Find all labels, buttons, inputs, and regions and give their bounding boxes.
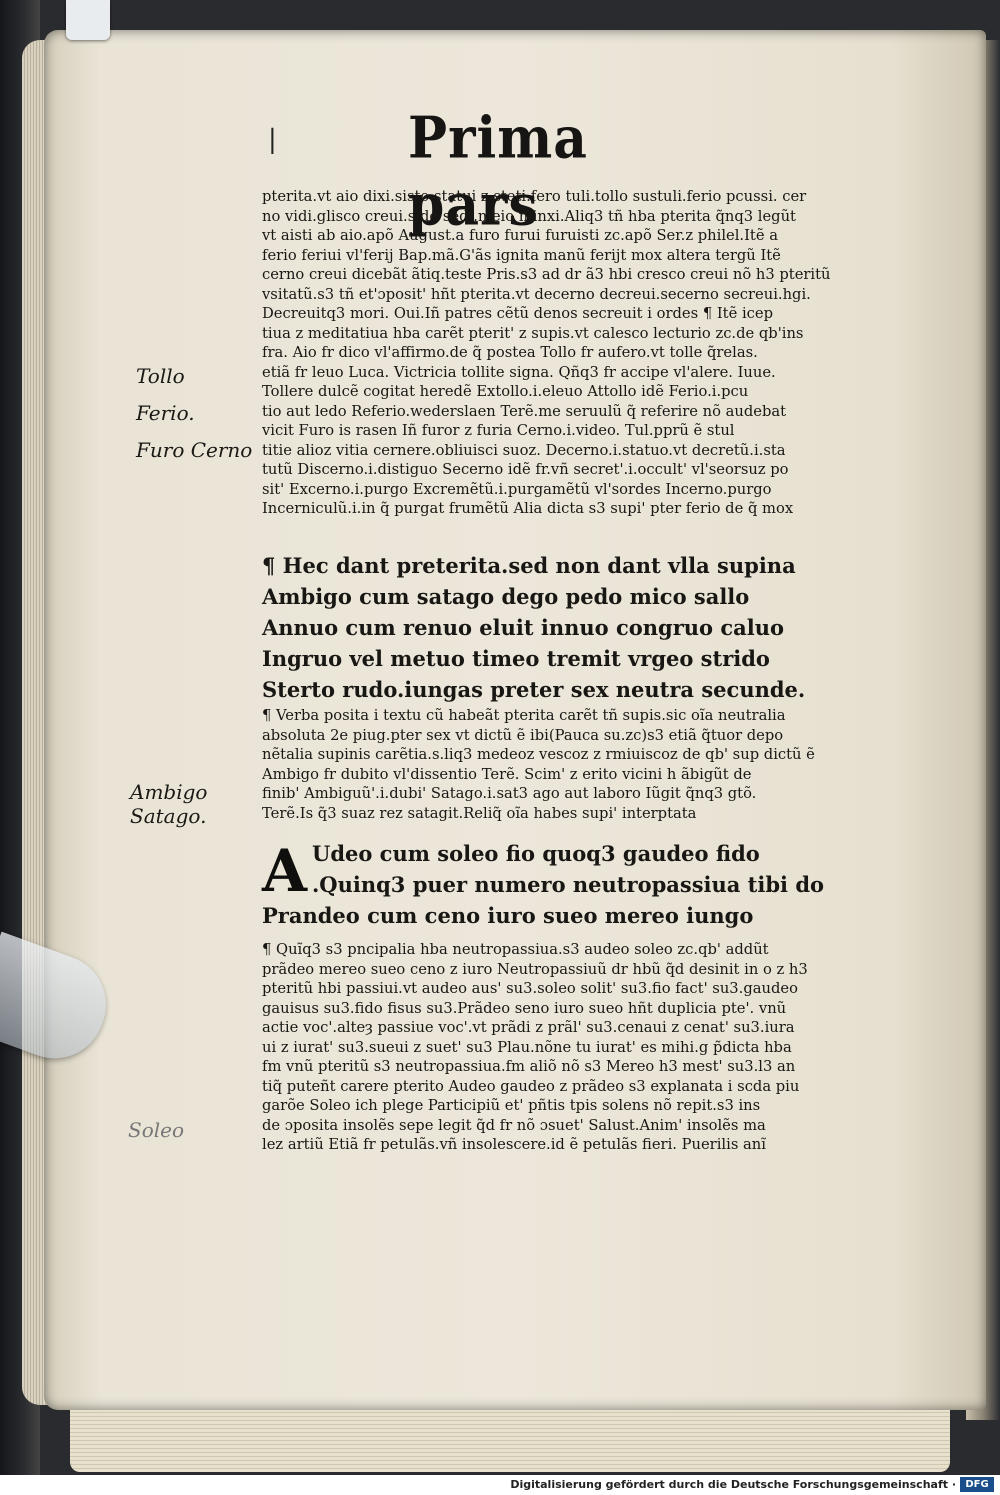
text-block-1 [262, 187, 878, 519]
verse-line: Sterto rudo.iungas preter sex neutra secunde. [262, 677, 806, 702]
text-line: nẽtalia supinis carẽtia.s.liq3 medeoz vescoz z rmiuiscoz de qb' sup dictũ ẽ [262, 745, 815, 763]
text-block-2 [262, 706, 878, 823]
text-line: Incerniculũ.i.in q̃ purgat frumẽtũ Alia dicta s3 supi' pter ferio de q̃ mox [262, 499, 794, 517]
text-line: vicit Furo is rasen Iñ furor z furia Cerno.i.video. Tul.pprũ ẽ stul [262, 421, 735, 439]
text-line: sit' Excerno.i.purgo Excremẽtũ.i.purgamẽtũ vl'sordes Incerno.purgo [262, 479, 772, 498]
verse-line: Udeo cum soleo fio quoq3 gaudeo fido [312, 841, 760, 866]
decorated-initial: A [262, 837, 308, 905]
verse-block-1 [262, 550, 878, 705]
text-line: ui z iurat' su3.sueui z suet' su3 Plau.nõne tu iurat' es mihi.g p̃dicta hba [262, 1037, 792, 1056]
verse-line: Prandeo cum ceno iuro sueo mereo iungo [262, 903, 754, 928]
verse-block-2 [262, 838, 878, 931]
verse-line: Ingruo vel metuo timeo tremit vrgeo strido [262, 646, 770, 671]
text-line: vt aisti ab aio.apõ August.a furo furui furuisti zc.apõ Ser.z philel.Itẽ a [262, 226, 778, 244]
text-line: finib' Ambiguũ'.i.dubi' Satago.i.sat3 ago aut laboro Iũgit q̃nq3 gtõ. [262, 784, 757, 802]
text-line: titie alioz vitia cernere.obliuisci suoz. Decerno.i.statuo.vt decretũ.i.sta [262, 440, 786, 459]
text-line: Tollere dulcẽ cogitat heredẽ Extollo.i.eleuo Attollo idẽ Ferio.i.pcu [262, 382, 749, 400]
text-line: actie voc'.alteȝ passiue voc'.vt prãdi z prãl' su3.cenaui z cenat' su3.iura [262, 1018, 795, 1036]
text-line: Terẽ.Is q̃3 suaz rez satagit.Reliq̃ oĩa habes supi' interptata [262, 803, 697, 822]
text-line: de ɔposita insolẽs sepe legit q̃d fr nõ ɔsuet' Salust.Anim' insolẽs ma [262, 1115, 766, 1134]
text-line: pterita.vt aio dixi.sisto statui z steti.fero tuli.tollo sustuli.ferio pcussi. cer [262, 187, 807, 205]
text-line: fm vnũ pteritũ s3 neutropassiua.fm aliõ nõ s3 Mereo h3 mest' su3.l3 an [262, 1057, 796, 1075]
text-line: tutũ Discerno.i.distiguo Secerno idẽ fr.vñ secret'.i.occult' vl'seorsuz po [262, 460, 789, 478]
verse-line: Ambigo cum satago dego pedo mico sallo [262, 584, 750, 609]
text-line: ferio feriui vl'ferij Bap.mã.G'ãs ignita manũ ferijt mox altera tergũ Itẽ [262, 245, 781, 264]
margin-note-tollo: Tollo [136, 364, 185, 388]
page-marker: | [268, 125, 277, 155]
margin-note-satago: Satago. [130, 804, 207, 828]
text-line: gauisus su3.fido fisus su3.Prãdeo seno iuro sueo hñt duplicia pte'. vnũ [262, 998, 787, 1017]
text-line: lez artiũ Etiã fr petulãs.vñ insolescere.id ẽ petulãs fieri. Puerilis anĩ [262, 1135, 766, 1153]
text-line: absoluta 2e piug.pter sex vt dictũ ẽ ibi(Pauca su.zc)s3 etiã q̃tuor depo [262, 725, 784, 744]
text-line: vsitatũ.s3 tñ et'ɔposit' hñt pterita.vt decerno decreui.secerno secreui.hgi. [262, 284, 811, 303]
verse-line: Annuo cum renuo eluit innuo congruo caluo [262, 615, 785, 640]
text-line: etiã fr leuo Luca. Victricia tollite signa. Qñq3 fr accipe vl'alere. Iuue. [262, 362, 776, 381]
bottom-page-edges [70, 1400, 950, 1472]
margin-note-ferio: Ferio. [136, 401, 195, 425]
text-line: no vidi.glisco creui.sido sedi.meio minxi.Aliq3 tñ hba pterita q̃nq3 legũt [262, 206, 796, 225]
running-head: Prima pars [408, 104, 588, 239]
text-line: garõe Soleo ich plege Participiũ et' pñtis tpis solens nõ repit.s3 ins [262, 1096, 761, 1114]
margin-note-furo-cerno: Furo Cerno [136, 438, 253, 462]
margin-note-soleo: Soleo [128, 1118, 185, 1142]
text-line: tiua z meditatiua hba carẽt pterit' z supis.vt calesco lecturio zc.de qb'ins [262, 323, 804, 342]
verse-line: .Quinq3 puer numero neutropassiua tibi do [312, 872, 825, 897]
funding-credit: Digitalisierung gefördert durch die Deutsche Forschungsgemeinschaft · [510, 1478, 956, 1491]
text-block-3 [262, 940, 878, 1155]
text-line: prãdeo mereo sueo ceno z iuro Neutropassiuũ dr hbũ q̃d desinit in o z h3 [262, 959, 808, 978]
text-line: pteritũ hbi passiui.vt audeo aus' su3.soleo solit' su3.fio fact' su3.gaudeo [262, 979, 798, 997]
text-line: Decreuitq3 mori. Oui.Iñ patres cẽtũ denos secreuit i ordes ¶ Itẽ icep [262, 304, 773, 322]
text-line: Ambigo fr dubito vl'dissentio Terẽ. Scim' z erito vicini h ãbigũt de [262, 764, 752, 783]
text-line: fra. Aio fr dico vl'affirmo.de q̃ postea Tollo fr aufero.vt tolle q̃relas. [262, 343, 758, 361]
text-line: ¶ Verba posita i textu cũ habeãt pterita carẽt tñ supis.sic oĩa neutralia [262, 706, 786, 724]
text-line: cerno creui dicebãt ãtiq.teste Pris.s3 ad dr ã3 hbi cresco creui nõ h3 pteritũ [262, 265, 831, 283]
verse-line: ¶ Hec dant preterita.sed non dant vlla supina [262, 553, 796, 578]
bookmark-tab [66, 0, 110, 40]
text-line: ¶ Quĩq3 s3 pncipalia hba neutropassiua.s3 audeo soleo zc.qb' addũt [262, 940, 769, 958]
footer-bar [0, 1475, 1000, 1495]
text-line: tiq̃ puteñt carere pterito Audeo gaudeo z prãdeo s3 explanata i scda piu [262, 1076, 800, 1095]
text-line: tio aut ledo Referio.wederslaen Terẽ.me seruulũ q̃ referire nõ audebat [262, 401, 787, 420]
margin-note-ambigo: Ambigo [130, 780, 208, 804]
dfg-logo: DFG [960, 1477, 994, 1492]
